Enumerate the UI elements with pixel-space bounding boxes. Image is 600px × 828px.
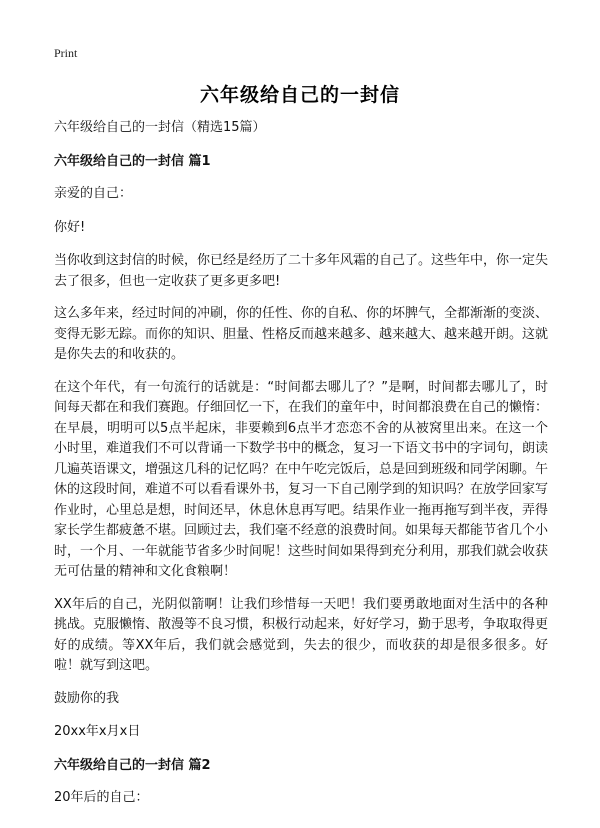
letter1-paragraph-4: XX年后的自己，光阴似箭啊！让我们珍惜每一天吧！我们要勇敢地面对生活中的各种挑战。克服懒惰、散漫等不良习惯，积极行动起来，好好学习，勤于思考，争取取得更好的成绩。等XX年后，我们就会感觉到，失去的很少，而收获的却是很多很多。好啦！就写到这吧。 <box>54 596 549 673</box>
letter2-heading: 六年级给自己的一封信 篇2 <box>54 757 211 773</box>
document-subtitle: 六年级给自己的一封信（精选15篇） <box>54 120 266 135</box>
letter2-salutation: 20年后的自己： <box>54 790 149 805</box>
letter1-closing: 鼓励你的我 <box>54 690 120 706</box>
letter1-paragraph-3: 在这个年代，有一句流行的话就是：“时间都去哪儿了？”是啊，时间都去哪儿了，时间每天都在和我们赛跑。仔细回忆一下，在我们的童年中，时间都浪费在自己的懒惰：在早晨，明明可以5点半起床，非要赖到6点半才恋恋不舍的从被窝里出来。在这一个小时里，难道我们不可以背诵一下数学书中的概念，复习一下语文书中的字词句，朗读几遍英语课文，增强这几科的记忆吗？在中午吃完饭后，总是回到班级和同学闲聊。午休的这段时间，难道不可以看看课外书，复习一下自己刚学到的知识吗？在放学回家写作业时，心里总是想，时间还早，休息休息再写吧。结果作业一拖再拖写到半夜，弄得家长学生都疲惫不堪。回顾过去，我们毫不经意的浪费时间。如果每天都能节省几个小时，一个月、一年就能节省多少时间呢！这些时间如果得到充分利用，那我们就会收获无可估量的精神和文化食粮啊！ <box>54 379 549 579</box>
letter1-paragraph-2: 这么多年来，经过时间的冲刷，你的任性、你的自私、你的坏脾气，全都渐渐的变淡、变得无影无踪。而你的知识、胆量、性格反而越来越多、越来越大、越来越开朗。这就是你失去的和收获的。 <box>54 306 549 362</box>
letter1-greeting: 你好! <box>54 219 86 235</box>
letter1-paragraph-1: 当你收到这封信的时候，你已经是经历了二十多年风霜的自己了。这些年中，你一定失去了很多，但也一定收获了更多更多吧! <box>54 253 549 289</box>
document-body <box>54 118 548 822</box>
page-title: 六年级给自己的一封信 <box>199 84 400 106</box>
print-label: Print <box>54 46 78 60</box>
letter1-salutation: 亲爱的自己： <box>54 186 133 201</box>
letter1-heading: 六年级给自己的一封信 篇1 <box>54 153 211 169</box>
letter1-date: 20xx年x月x日 <box>54 724 141 739</box>
